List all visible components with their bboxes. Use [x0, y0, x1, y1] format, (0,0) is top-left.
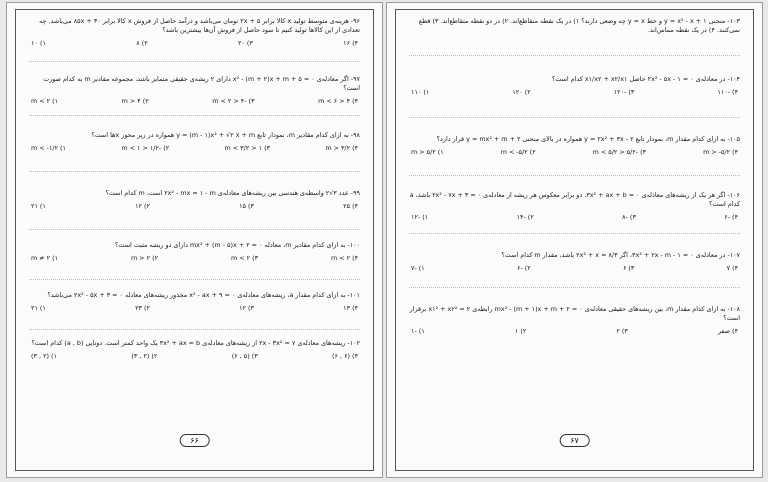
option-3[interactable]: ۳) -۸	[622, 213, 636, 221]
question-99	[29, 189, 360, 210]
option-4[interactable]: ۴) ۱۳	[343, 304, 358, 312]
option-3[interactable]: ۳) -۱۲۰	[613, 88, 635, 96]
option-1[interactable]: ۱) ۱۰	[31, 39, 46, 47]
option-1[interactable]: ۱) -۱۲	[411, 213, 429, 221]
right-page	[386, 2, 763, 478]
divider	[409, 55, 740, 56]
question-98	[29, 131, 360, 152]
question-text: ۱۰۸- به ازای کدام مقدار m، بین ریشه‌های حقیقی معادله‌ی mx² - (m + ۱)x + m + ۲ = ۰ رابطه‌ی x۱² + x۲² = ۲ برقرار است؟	[409, 305, 740, 322]
option-4[interactable]: ۴) m > -۵/۲	[703, 148, 738, 156]
question-96	[29, 17, 360, 47]
option-3[interactable]: ۳) (۵ , ۶)	[231, 352, 258, 360]
option-3[interactable]: ۳) ۱۲	[239, 304, 254, 312]
question-text: ۱۰۰- به ازای کدام مقادیر m، معادله mx² + (m - ۵)x + ۲ = ۰ دارای دو ریشه مثبت است؟	[115, 241, 360, 249]
option-3[interactable]: ۳) ۶	[622, 264, 635, 272]
option-4[interactable]: ۴) ۴ < m < ۶	[318, 97, 358, 105]
divider	[29, 115, 360, 116]
options-row	[409, 213, 740, 221]
option-4[interactable]: ۴) -۶	[724, 213, 738, 221]
question-101	[29, 291, 360, 312]
options-row	[409, 148, 740, 156]
option-1[interactable]: ۱) -۷	[411, 264, 425, 272]
divider	[29, 279, 360, 280]
page-number: ۶۶	[179, 434, 210, 447]
options-row	[29, 304, 360, 312]
option-2[interactable]: ۲) ۲۳	[135, 304, 150, 312]
question-text: ۱۰۳- منحنی y = x² - x + ۱ و خط y = x چه وضعی دارند؟ ۱) در یک نقطه متقاطع‌اند. ۲) در دو نقطه متقاطع‌اند. ۳) قطع نمی‌کنند. ۴) در یک نقطه مماس‌اند.	[418, 17, 740, 34]
options-row	[29, 202, 360, 210]
option-3[interactable]: ۳) ۱ < m < ۳/۲	[224, 144, 270, 152]
divider	[29, 329, 360, 330]
question-text: ۱۰۲- ریشه‌های معادله‌ی ۷ = ۲x - ۳x² از ریشه‌های معادله‌ی ۳x² + ax = b یک واحد کمتر است. دوتایی (a , b) کدام است؟	[31, 339, 360, 347]
question-103	[409, 17, 740, 35]
divider	[409, 117, 740, 118]
question-text: ۹۷- اگر معادله‌ی x² - (m + ۲)x + m + ۵ = ۰ دارای ۲ ریشه‌ی حقیقی متمایز باشد، مجموعه مقادیر m به کدام صورت است؟	[43, 75, 360, 92]
option-2[interactable]: ۲) -۶	[516, 264, 531, 272]
divider	[29, 171, 360, 172]
option-1[interactable]: ۱) m > ۵/۲	[411, 148, 444, 156]
option-3[interactable]: ۳) -۴ < m < ۲	[212, 97, 255, 105]
option-3[interactable]: ۳) ۲	[616, 327, 628, 335]
option-4[interactable]: ۴) (۶ , ۶)	[332, 352, 358, 360]
option-2[interactable]: ۲) ۸	[136, 39, 148, 47]
question-100	[29, 241, 360, 262]
options-row	[29, 97, 360, 105]
options-row	[29, 39, 360, 47]
option-4[interactable]: ۴) m > ۳/۲	[325, 144, 358, 152]
option-3[interactable]: ۳) -۵/۲ < m < ۵/۲	[592, 148, 647, 156]
option-2[interactable]: ۲) ۱۲۰	[512, 88, 531, 96]
option-2[interactable]: ۲) m > ۴	[121, 97, 149, 105]
option-2[interactable]: ۲) -۱۴	[516, 213, 534, 221]
option-4[interactable]: ۴) صفر	[717, 327, 738, 335]
question-text: ۹۹- عدد ۳√۲ واسطه‌ی هندسی بین ریشه‌های معادله‌ی ۲x² - mx = ۱ - m است، m کدام است؟	[105, 189, 360, 197]
option-2[interactable]: ۲) m < -۵/۲	[500, 148, 536, 156]
option-3[interactable]: ۳) ۱۵	[239, 202, 254, 210]
question-108	[409, 305, 740, 335]
options-row	[409, 264, 740, 272]
question-text: ۱۰۵- به ازای کدام مقدار m، نمودار تابع y = ۲x² + ۳x - ۲ همواره در بالای منحنی y = mx² + m + ۲ قرار دارد؟	[436, 135, 740, 143]
option-1[interactable]: ۱) m ≠ ۲	[31, 254, 59, 262]
question-102	[29, 339, 360, 360]
option-1[interactable]: ۱) ۲۱	[31, 202, 46, 210]
option-1[interactable]: ۱) m < ۲	[31, 97, 59, 105]
question-text: ۹۶- هزینه‌ی متوسط تولید x کالا برابر ۵ + ۲x تومان می‌باشد و درآمد حاصل از فروش x کالا برابر ۳۰ + ۸۵x می‌باشد. چه تعدادی از این کالاها تولید کنیم تا سود حاصل از فروش آن‌ها بیشترین باشد؟	[39, 17, 360, 34]
options-row	[29, 144, 360, 152]
options-row	[409, 88, 740, 96]
option-4[interactable]: ۴) -۱۱۰	[717, 88, 738, 96]
divider	[409, 175, 740, 176]
option-1[interactable]: ۱) m < -۱/۲	[31, 144, 66, 152]
question-text: ۱۰۴- در معادله‌ی ۲x² - ۵x - ۱ = ۰ حاصل x۱/x۲ + x۲/x۱ کدام است؟	[551, 75, 740, 83]
question-text: ۹۸- به ازای کدام مقادیر m، نمودار تابع y = (m - ۱)x² + √۲ x + m همواره در زیر محور xها است؟	[91, 131, 360, 139]
option-2[interactable]: ۲) ۱	[514, 327, 527, 335]
option-1[interactable]: ۱) (۲ , ۳)	[31, 352, 57, 360]
page-number: ۶۷	[559, 434, 590, 447]
option-2[interactable]: ۲) ۱۲	[135, 202, 150, 210]
option-3[interactable]: ۳) m < ۲	[230, 254, 259, 262]
divider	[29, 61, 360, 62]
question-97	[29, 75, 360, 105]
option-2[interactable]: ۲) m > ۲	[130, 254, 159, 262]
question-107	[409, 251, 740, 272]
question-105	[409, 135, 740, 156]
question-text: ۱۰۶- اگر هر یک از ریشه‌های معادله‌ی ۳x² + ax + b = ۰، دو برابر معکوس هر ریشه از معادله‌ی ۲x² - ۷x + ۳ = ۰ باشد، a کدام است؟	[409, 191, 740, 208]
option-2[interactable]: ۲) (۲ , ۳)	[131, 352, 158, 360]
question-text: ۱۰۷- در معادله‌ی ۳x² + ۲x - m - ۱ = ۰، اگر ۲x² + x = ۸/۳ باشد، مقدار m کدام است؟	[501, 251, 740, 259]
question-106	[409, 191, 740, 221]
left-page	[6, 2, 383, 478]
option-1[interactable]: ۱) ۲۱	[31, 304, 46, 312]
divider	[29, 229, 360, 230]
option-4[interactable]: ۴) ۱۶	[343, 39, 358, 47]
options-row	[409, 327, 740, 335]
option-1[interactable]: ۱) ۱۱۰	[411, 88, 430, 96]
question-text: ۱۰۱- به ازای کدام مقدار a، ریشه‌های معادله‌ی x² - ax + ۹ = ۰ مجذور ریشه‌های معادله ۲x² - ۵x + ۳ = ۰ می‌باشد؟	[47, 291, 360, 299]
divider	[409, 233, 740, 234]
question-104	[409, 75, 740, 96]
option-1[interactable]: ۱) -۱	[411, 327, 425, 335]
option-4[interactable]: ۴) ۲۵	[343, 202, 358, 210]
options-row	[29, 254, 360, 262]
option-3[interactable]: ۳) ۲۰	[237, 39, 253, 47]
option-4[interactable]: ۴) ۷	[726, 264, 738, 272]
option-2[interactable]: ۲) -۱/۲ < m < ۱	[121, 144, 170, 152]
options-row	[29, 352, 360, 360]
divider	[409, 287, 740, 288]
option-4[interactable]: ۴) m < ۲	[330, 254, 358, 262]
